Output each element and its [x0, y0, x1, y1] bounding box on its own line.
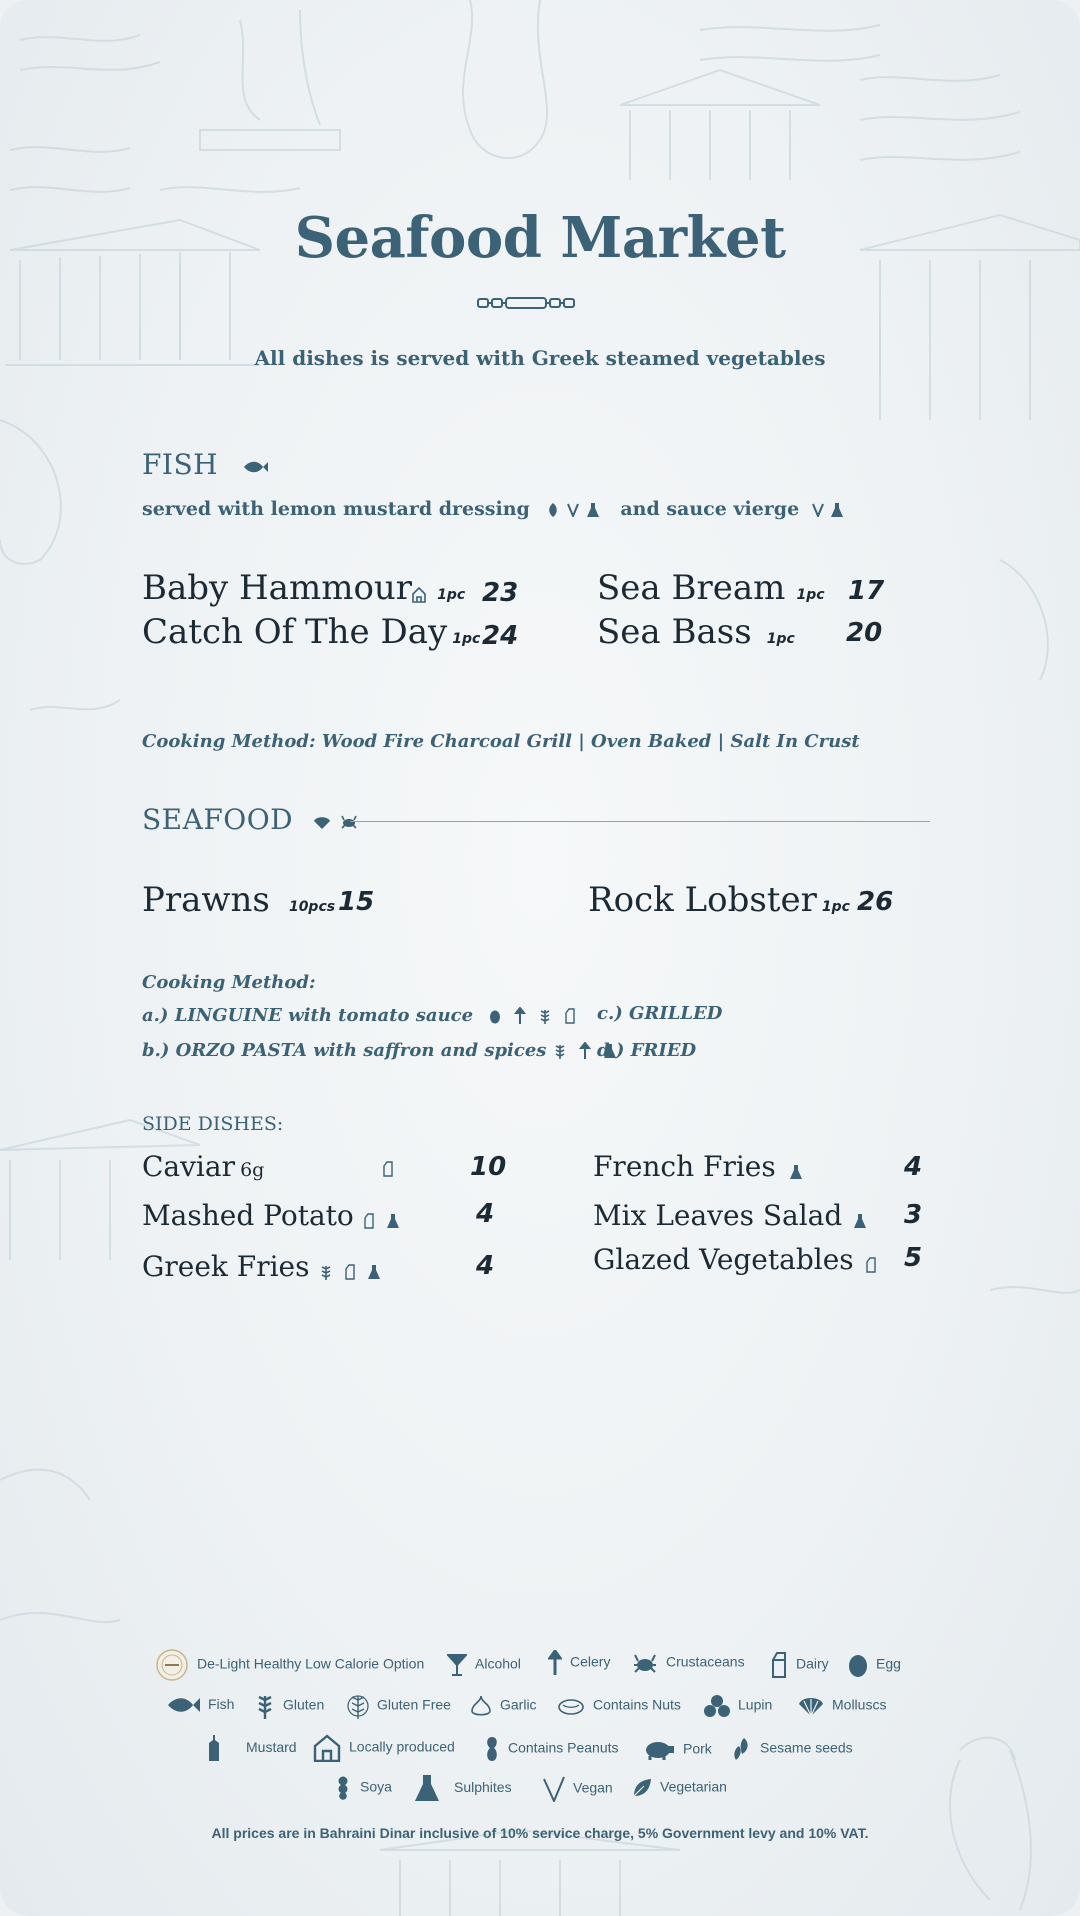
celery-icon	[579, 1042, 591, 1060]
fish-cooking-method: Cooking Method: Wood Fire Charcoal Grill | Oven Baked | Salt In Crust	[142, 731, 860, 752]
side-item-name: Mix Leaves Salad	[593, 1199, 843, 1232]
house-icon	[412, 587, 426, 603]
legend-item-fish	[166, 1696, 234, 1714]
legend-item-alcohol	[447, 1654, 521, 1676]
sesame-icon	[546, 502, 560, 518]
side-item-price: 10	[470, 1152, 507, 1182]
flask-icon	[789, 1164, 803, 1180]
legend-label: Fish	[208, 1696, 235, 1712]
legend-item-vegetarian	[632, 1778, 727, 1798]
milk-carton-icon	[382, 1161, 394, 1177]
divider-ornament-icon	[476, 296, 576, 310]
legend-item-egg	[848, 1652, 901, 1678]
menu-item-catch-of-the-day	[142, 612, 480, 652]
fish-icon	[166, 1696, 200, 1714]
legend-item-delight	[155, 1648, 424, 1682]
legend-label: Celery	[570, 1653, 611, 1670]
menu-item-price: 20	[846, 618, 883, 648]
flask-icon	[414, 1774, 440, 1802]
side-item-name: Caviar	[142, 1150, 235, 1183]
side-item-caviar	[142, 1150, 264, 1183]
legend-item-pork	[643, 1740, 712, 1760]
vegan-v-icon	[543, 1776, 565, 1802]
legend-label: Locally produced	[349, 1738, 455, 1755]
menu-item-name: Prawns	[142, 880, 270, 920]
side-item-mashed-potato	[142, 1199, 400, 1232]
menu-item-qty: 1pc	[796, 587, 825, 603]
house-icon	[313, 1734, 341, 1762]
seafood-method-b	[142, 1040, 617, 1061]
price-disclaimer: All prices are in Bahraini Dinar inclusive of 10% service charge, 5% Government levy and 10% VAT.	[211, 1825, 869, 1841]
seafood-method-c: c.) GRILLED	[597, 1003, 723, 1024]
legend-label: Crustaceans	[666, 1653, 745, 1670]
legend-label: Sesame seeds	[760, 1739, 853, 1756]
menu-item-price: 15	[338, 887, 375, 917]
delight-badge-icon	[155, 1648, 189, 1682]
side-dishes-title: SIDE DISHES:	[142, 1113, 284, 1135]
fish-section-label: FISH	[142, 448, 219, 481]
legend-label: Vegan	[573, 1779, 613, 1796]
milk-carton-icon	[363, 1213, 375, 1229]
menu-item-name: Rock Lobster	[588, 880, 817, 920]
legend-label: Alcohol	[475, 1655, 521, 1672]
legend-label: Gluten Free	[377, 1696, 451, 1713]
menu-item-prawns	[142, 880, 335, 920]
vegan-v-icon	[812, 503, 824, 517]
egg-icon	[848, 1652, 868, 1678]
lupin-icon	[704, 1694, 730, 1718]
method-text: a.) LINGUINE with tomato sauce	[142, 1005, 474, 1026]
menu-item-qty: 10pcs	[288, 899, 336, 915]
celery-icon	[514, 1007, 526, 1025]
menu-item-sea-bream	[597, 568, 825, 608]
legend-label: Garlic	[500, 1696, 537, 1713]
legend-label: Egg	[876, 1655, 901, 1672]
legend-item-vegan	[543, 1776, 613, 1802]
legend-item-soya	[334, 1776, 392, 1800]
side-item-price: 3	[904, 1200, 923, 1230]
menu-item-price: 17	[848, 576, 885, 606]
menu-item-qty: 1pc	[452, 631, 481, 647]
seafood-section-label: SEAFOOD	[142, 803, 294, 836]
legend-item-molluscs	[798, 1695, 886, 1717]
peanut-icon	[484, 1736, 500, 1762]
vegan-v-icon	[567, 503, 579, 517]
nuts-icon	[557, 1696, 585, 1716]
menu-item-name: Catch Of The Day	[142, 612, 448, 652]
page-subtitle: All dishes is served with Greek steamed vegetables	[254, 346, 826, 370]
seafood-method-a	[142, 1005, 576, 1026]
side-item-price: 4	[476, 1199, 495, 1229]
fish-icon	[242, 460, 268, 474]
side-item-mix-leaves-salad	[593, 1199, 867, 1232]
legend-item-sulphites	[414, 1774, 512, 1802]
seafood-section-title	[142, 803, 358, 836]
side-item-greek-fries	[142, 1250, 381, 1283]
legend-label: Pork	[683, 1740, 712, 1757]
legend-item-locally-produced	[313, 1734, 455, 1762]
wheat-icon	[319, 1264, 333, 1280]
menu-item-price: 26	[857, 887, 894, 917]
menu-item-baby-hammour	[142, 568, 465, 608]
menu-item-sea-bass	[597, 612, 795, 652]
side-item-qty: 6g	[240, 1159, 265, 1181]
menu-item-qty: 1pc	[437, 587, 466, 603]
milk-carton-icon	[865, 1257, 877, 1273]
shell-icon	[798, 1695, 824, 1717]
legend-label: Molluscs	[832, 1696, 887, 1713]
legend-item-gluten	[255, 1693, 324, 1719]
soy-icon	[334, 1776, 352, 1800]
wheat-icon	[538, 1008, 552, 1024]
menu-item-name: Baby Hammour	[142, 568, 413, 608]
menu-item-price: 23	[482, 578, 519, 608]
menu-item-name: Sea Bass	[597, 612, 752, 652]
flask-icon	[853, 1213, 867, 1229]
side-item-name: Mashed Potato	[142, 1199, 354, 1232]
seafood-method-d: d.) FRIED	[597, 1040, 697, 1061]
legend-label: Contains Nuts	[593, 1696, 681, 1713]
side-item-name: Glazed Vegetables	[593, 1243, 854, 1276]
menu-item-rock-lobster	[588, 880, 850, 920]
fish-served-with	[142, 498, 844, 520]
legend-item-gluten-free	[347, 1693, 451, 1719]
legend-label: Gluten	[283, 1696, 325, 1713]
legend-label: Lupin	[738, 1696, 773, 1713]
flask-icon	[586, 502, 600, 518]
cocktail-glass-icon	[447, 1654, 467, 1676]
wheat-icon	[553, 1043, 567, 1059]
mustard-bottle-icon	[206, 1734, 222, 1762]
flask-icon	[386, 1213, 400, 1229]
fish-section-title	[142, 448, 268, 481]
milk-carton-icon	[344, 1264, 356, 1280]
section-divider-line	[350, 821, 930, 822]
milk-carton-icon	[770, 1652, 788, 1678]
legend-label: Mustard	[246, 1738, 297, 1755]
legend-label: Contains Peanuts	[508, 1739, 619, 1756]
side-item-french-fries	[593, 1150, 803, 1183]
legend-item-garlic	[470, 1694, 537, 1718]
menu-item-qty: 1pc	[766, 631, 795, 647]
legend-label: De-Light Healthy Low Calorie Option	[197, 1655, 425, 1672]
side-item-glazed-vegetables	[593, 1243, 877, 1276]
legend-item-contains-nuts	[557, 1696, 681, 1716]
legend-label: Dairy	[796, 1655, 829, 1672]
page-title: Seafood Market	[294, 205, 786, 271]
menu-item-qty: 1pc	[821, 899, 850, 915]
flask-icon	[830, 502, 844, 518]
legend-item-lupin	[704, 1694, 772, 1718]
crab-icon	[632, 1652, 658, 1674]
side-item-price: 4	[476, 1251, 495, 1281]
pig-icon	[643, 1740, 675, 1760]
side-item-name: French Fries	[593, 1150, 776, 1183]
menu-item-name: Sea Bream	[597, 568, 786, 608]
method-text: b.) ORZO PASTA with saffron and spices	[142, 1040, 547, 1061]
milk-carton-icon	[564, 1008, 576, 1024]
leaf-icon	[632, 1778, 652, 1798]
legend-item-crustaceans	[632, 1652, 745, 1674]
gluten-free-icon	[347, 1693, 369, 1719]
egg-icon	[489, 1009, 501, 1024]
flask-icon	[367, 1264, 381, 1280]
sesame-icon	[732, 1736, 752, 1762]
legend-label: Soya	[360, 1778, 392, 1795]
side-item-price: 5	[904, 1243, 923, 1273]
seafood-cooking-method-label: Cooking Method:	[142, 972, 316, 993]
fish-and-sauce-text: and sauce vierge	[620, 498, 800, 520]
garlic-icon	[470, 1694, 492, 1718]
side-item-name: Greek Fries	[142, 1250, 310, 1283]
fish-served-with-text: served with lemon mustard dressing	[142, 498, 530, 520]
celery-icon	[548, 1650, 562, 1676]
legend-label: Vegetarian	[660, 1778, 727, 1795]
wheat-icon	[255, 1693, 275, 1719]
legend-item-contains-peanuts	[484, 1736, 619, 1762]
menu-item-price: 24	[482, 621, 519, 651]
legend-item-dairy	[770, 1652, 829, 1678]
legend-item-celery	[548, 1650, 610, 1676]
legend-item-mustard	[206, 1734, 297, 1762]
side-item-price: 4	[904, 1152, 923, 1182]
legend-label: Sulphites	[454, 1778, 512, 1795]
shell-icon	[313, 814, 331, 830]
legend-item-sesame	[732, 1736, 853, 1762]
